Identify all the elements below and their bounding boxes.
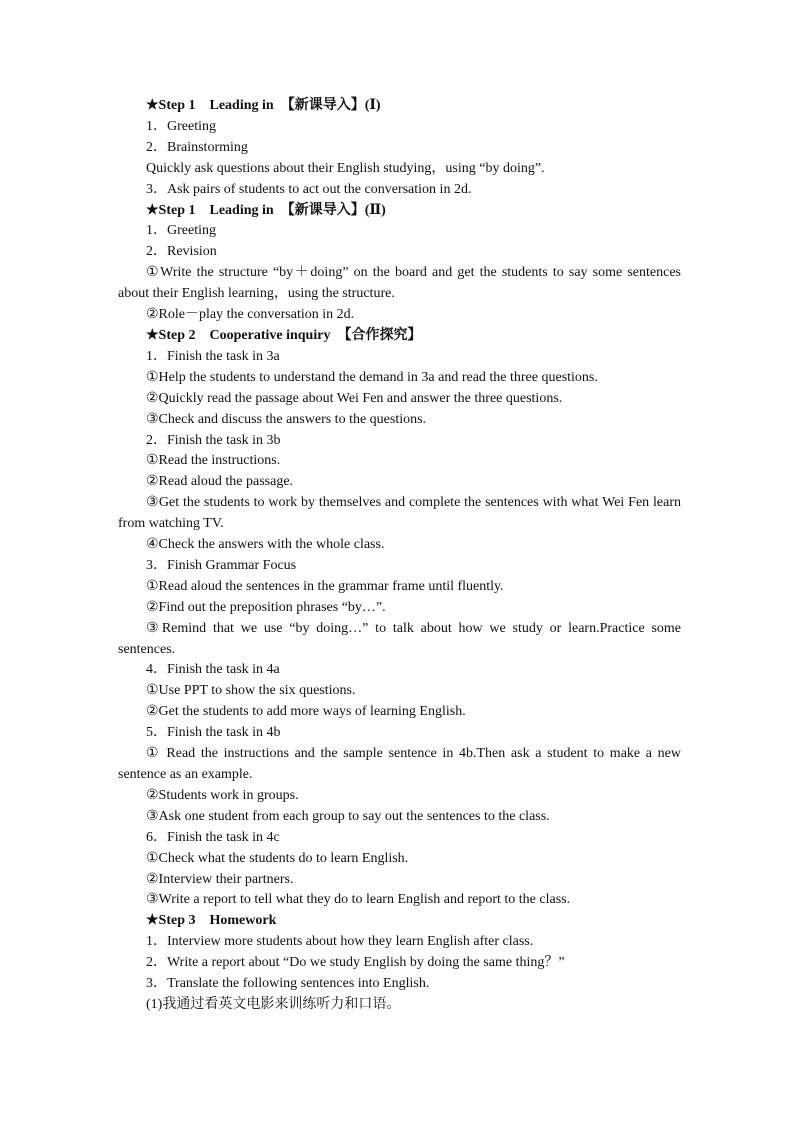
text-line: ②Role－play the conversation in 2d. [146, 307, 355, 323]
paragraph: ① Read the instructions and the sample sentence in 4b.Then ask a student to make a new sentence as an example. [118, 746, 681, 782]
text-line: ②Find out the preposition phrases “by…”. [146, 599, 386, 615]
text-line: ③Write a report to tell what they do to learn English and report to the class. [146, 892, 571, 908]
paragraph: ③Get the students to work by themselves and complete the sentences with what Wei Fen learn from watching TV. [118, 495, 681, 532]
text-line: 5．Finish the task in 4b [146, 725, 281, 741]
text-line: ②Interview their partners. [146, 871, 294, 887]
text-line: ②Read aloud the passage. [146, 474, 294, 490]
text-line: 3．Finish Grammar Focus [146, 557, 297, 573]
step-heading: ★Step 1 Leading in 【新课导入】(Ⅰ) [146, 98, 381, 113]
text-line: 3．Translate the following sentences into English. [146, 976, 430, 992]
text-line: 4．Finish the task in 4a [146, 662, 280, 678]
text-line: 1．Greeting [146, 223, 216, 239]
text-line: 2．Brainstorming [146, 139, 248, 155]
text-line: 1．Greeting [146, 118, 216, 134]
step-heading: ★Step 3 Homework [146, 913, 277, 929]
paragraph: ①Write the structure “by＋doing” on the board and get the students to say some sentences about their English learning，using the structure. [118, 265, 681, 302]
text-line: ①Use PPT to show the six questions. [146, 683, 356, 699]
text-line: 2．Finish the task in 3b [146, 432, 281, 448]
text-line: Quickly ask questions about their English studying，using “by doing”. [146, 160, 545, 176]
text-line: ②Get the students to add more ways of learning English. [146, 704, 466, 720]
text-line: ③Check and discuss the answers to the questions. [146, 411, 427, 427]
paragraph: ③Remind that we use “by doing…” to talk about how we study or learn.Practice some sentences. [118, 620, 681, 657]
text-line: ②Quickly read the passage about Wei Fen and answer the three questions. [146, 390, 563, 406]
text-line: (1)我通过看英文电影来训练听力和口语。 [146, 996, 401, 1012]
step-heading: ★Step 1 Leading in 【新课导入】(Ⅱ) [146, 202, 386, 218]
lesson-plan-document [118, 96, 681, 1016]
step-heading: ★Step 2 Cooperative inquiry 【合作探究】 [146, 327, 422, 343]
text-line: ①Read the instructions. [146, 453, 281, 469]
text-line: 2．Revision [146, 244, 217, 260]
text-line: ①Read aloud the sentences in the grammar frame until fluently. [146, 578, 504, 594]
text-line: 1．Finish the task in 3a [146, 348, 280, 364]
text-line: 6．Finish the task in 4c [146, 829, 280, 845]
text-line: ④Check the answers with the whole class. [146, 537, 385, 553]
text-line: ①Check what the students do to learn English. [146, 850, 409, 866]
text-line: 2．Write a report about “Do we study English by doing the same thing？” [146, 955, 565, 971]
text-line: 1．Interview more students about how they learn English after class. [146, 934, 534, 950]
text-line: ②Students work in groups. [146, 787, 299, 803]
text-line: 3．Ask pairs of students to act out the conversation in 2d. [146, 181, 472, 197]
text-line: ③Ask one student from each group to say out the sentences to the class. [146, 808, 550, 824]
text-line: ①Help the students to understand the demand in 3a and read the three questions. [146, 369, 598, 385]
